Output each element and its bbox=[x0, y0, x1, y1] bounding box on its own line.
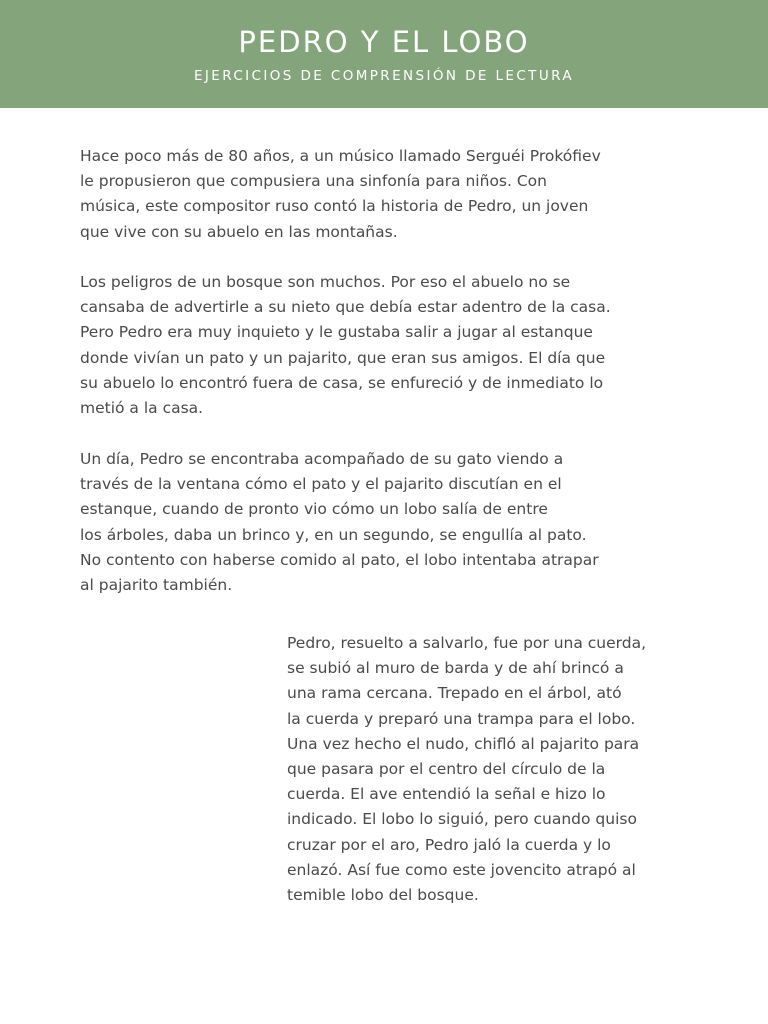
text-line: cruzar por el aro, Pedro jaló la cuerda y lo bbox=[287, 835, 611, 854]
text-line: Los peligros de un bosque son muchos. Por eso el abuelo no se bbox=[80, 273, 571, 291]
text-line: una rama cercana. Trepado en el árbol, ató bbox=[287, 684, 622, 703]
text-line: través de la ventana cómo el pato y el pajarito discutían en el bbox=[80, 475, 562, 494]
text-line: temible lobo del bosque. bbox=[287, 886, 479, 905]
paragraph-wolf-appears bbox=[80, 447, 599, 598]
text-line: cansaba de advertirle a su nieto que debía estar adentro de la casa. bbox=[80, 298, 611, 317]
text-line: No contento con haberse comido al pato, el lobo intentaba atrapar bbox=[80, 550, 599, 569]
text-line: música, este compositor ruso contó la historia de Pedro, un joven bbox=[80, 197, 589, 216]
page-subtitle: EJERCICIOS DE COMPRENSIÓN DE LECTURA bbox=[194, 68, 574, 84]
text-line: metió a la casa. bbox=[80, 399, 204, 418]
text-line: donde vivían un pato y un pajarito, que eran sus amigos. El día que bbox=[80, 348, 606, 367]
text-line: indicado. El lobo lo siguió, pero cuando quiso bbox=[287, 810, 637, 829]
paragraph-forest-dangers bbox=[80, 270, 611, 421]
text-line: que vive con su abuelo en las montañas. bbox=[80, 222, 398, 241]
text-line: cuerda. El ave entendió la señal e hizo lo bbox=[287, 785, 606, 804]
text-line: Una vez hecho el nudo, chifló al pajarito para bbox=[287, 734, 640, 753]
text-line: Un día, Pedro se encontraba acompañado de su gato viendo a bbox=[80, 450, 564, 468]
text-line: que pasara por el centro del círculo de la bbox=[287, 760, 606, 779]
text-line: los árboles, daba un brinco y, en un segundo, se engullía al pato. bbox=[80, 525, 587, 544]
text-line: su abuelo lo encontró fuera de casa, se enfureció y de inmediato lo bbox=[80, 373, 604, 392]
text-line: la cuerda y preparó una trampa para el lobo. bbox=[287, 709, 636, 728]
text-line: le propusieron que compusiera una sinfonía para niños. Con bbox=[80, 172, 547, 191]
text-line: se subió al muro de barda y de ahí brincó a bbox=[287, 659, 624, 678]
text-line: Hace poco más de 80 años, a un músico llamado Serguéi Prokófiev bbox=[80, 147, 601, 165]
paragraph-wolf-captured bbox=[287, 631, 646, 908]
header-banner bbox=[0, 0, 768, 108]
text-line: Pedro, resuelto a salvarlo, fue por una cuerda, bbox=[287, 634, 647, 652]
text-line: al pajarito también. bbox=[80, 576, 233, 595]
text-line: enlazó. Así fue como este jovencito atrapó al bbox=[287, 860, 636, 879]
paragraph-intro bbox=[80, 144, 601, 245]
page-title: PEDRO Y EL LOBO bbox=[238, 25, 530, 59]
text-line: Pero Pedro era muy inquieto y le gustaba salir a jugar al estanque bbox=[80, 323, 593, 342]
text-line: estanque, cuando de pronto vio cómo un lobo salía de entre bbox=[80, 500, 548, 519]
